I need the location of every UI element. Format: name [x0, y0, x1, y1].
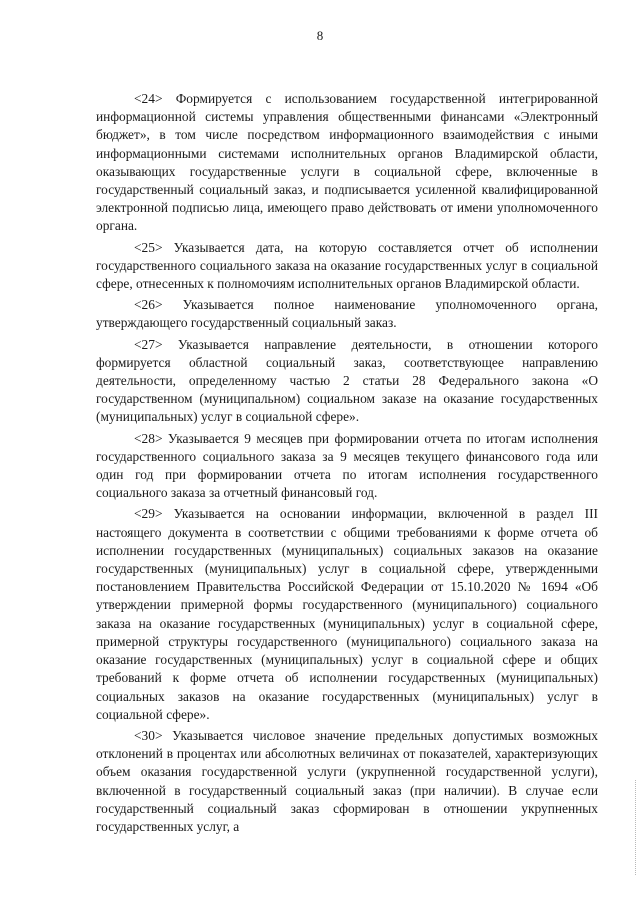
footnote-27: <27> Указывается направление деятельности, в отношении которого формируется областной социальный заказ, соответствующее направлению деятельности, определенному частью 2 статьи 28 Федерального закона «О государственном (муниципальном) социальном заказе на оказание государственных (муниципальных) услуг в социальной сфере».	[96, 336, 598, 425]
scan-edge-mark	[633, 780, 636, 875]
footnote-28: <28> Указывается 9 месяцев при формировании отчета по итогам исполнения государственного социального заказа за 9 месяцев текущего финансового года или один год при формировании отчета по итогам исполнения государственного социального заказа за отчетный финансовый год.	[96, 430, 598, 501]
footnote-30: <30> Указывается числовое значение предельных допустимых возможных отклонений в процентах или абсолютных величинах от показателей, характеризующих объем оказания государственной услуги (укрупненной государственной услуги), включенной в государственный социальный заказ (при наличии). В случае если государственный социальный заказ сформирован в отношении укрупненных государственных услуг, а	[96, 727, 598, 834]
footnotes-text	[96, 90, 598, 839]
footnote-26: <26> Указывается полное наименование уполномоченного органа, утверждающего государственный социальный заказ.	[96, 297, 598, 331]
footnote-29: <29> Указывается на основании информации, включенной в раздел III настоящего документа в соответствии с общими требованиями к форме отчета об исполнении государственных (муниципальных) социальных заказов на оказание государственных (муниципальных) услуг в социальной сфере, утвержденными постановлением Правительства Российской Федерации от 15.10.2020 № 1694 «Об утверждении примерной формы государственного (муниципального) социального заказа на оказание государственных (муниципальных) услуг в социальной сфере, примерной структуры государственного (муниципального) социального заказа на оказание государственных (муниципальных) услуг в социальной сфере и общих требований к форме отчета об исполнении государственных (муниципальных) социальных заказов на оказание государственных (муниципальных) услуг в социальной сфере».	[96, 506, 598, 722]
page-number: 8	[316, 28, 324, 43]
footnote-25: <25> Указывается дата, на которую составляется отчет об исполнении государственного социального заказа на оказание государственных услуг в социальной сфере, отнесенных к полномочиям исполнительных органов Владимирской области.	[96, 239, 598, 292]
footnote-24: <24> Формируется с использованием государственной интегрированной информационной системы управления общественными финансами «Электронный бюджет», в том числе посредством информационного взаимодействия с иными информационными системами исполнительных органов Владимирской области, оказывающих государственные услуги в социальной сфере, включенные в государственный социальный заказ, и подписывается усиленной квалифицированной электронной подписью лица, имеющего право действовать от имени уполномоченного органа.	[96, 91, 598, 234]
